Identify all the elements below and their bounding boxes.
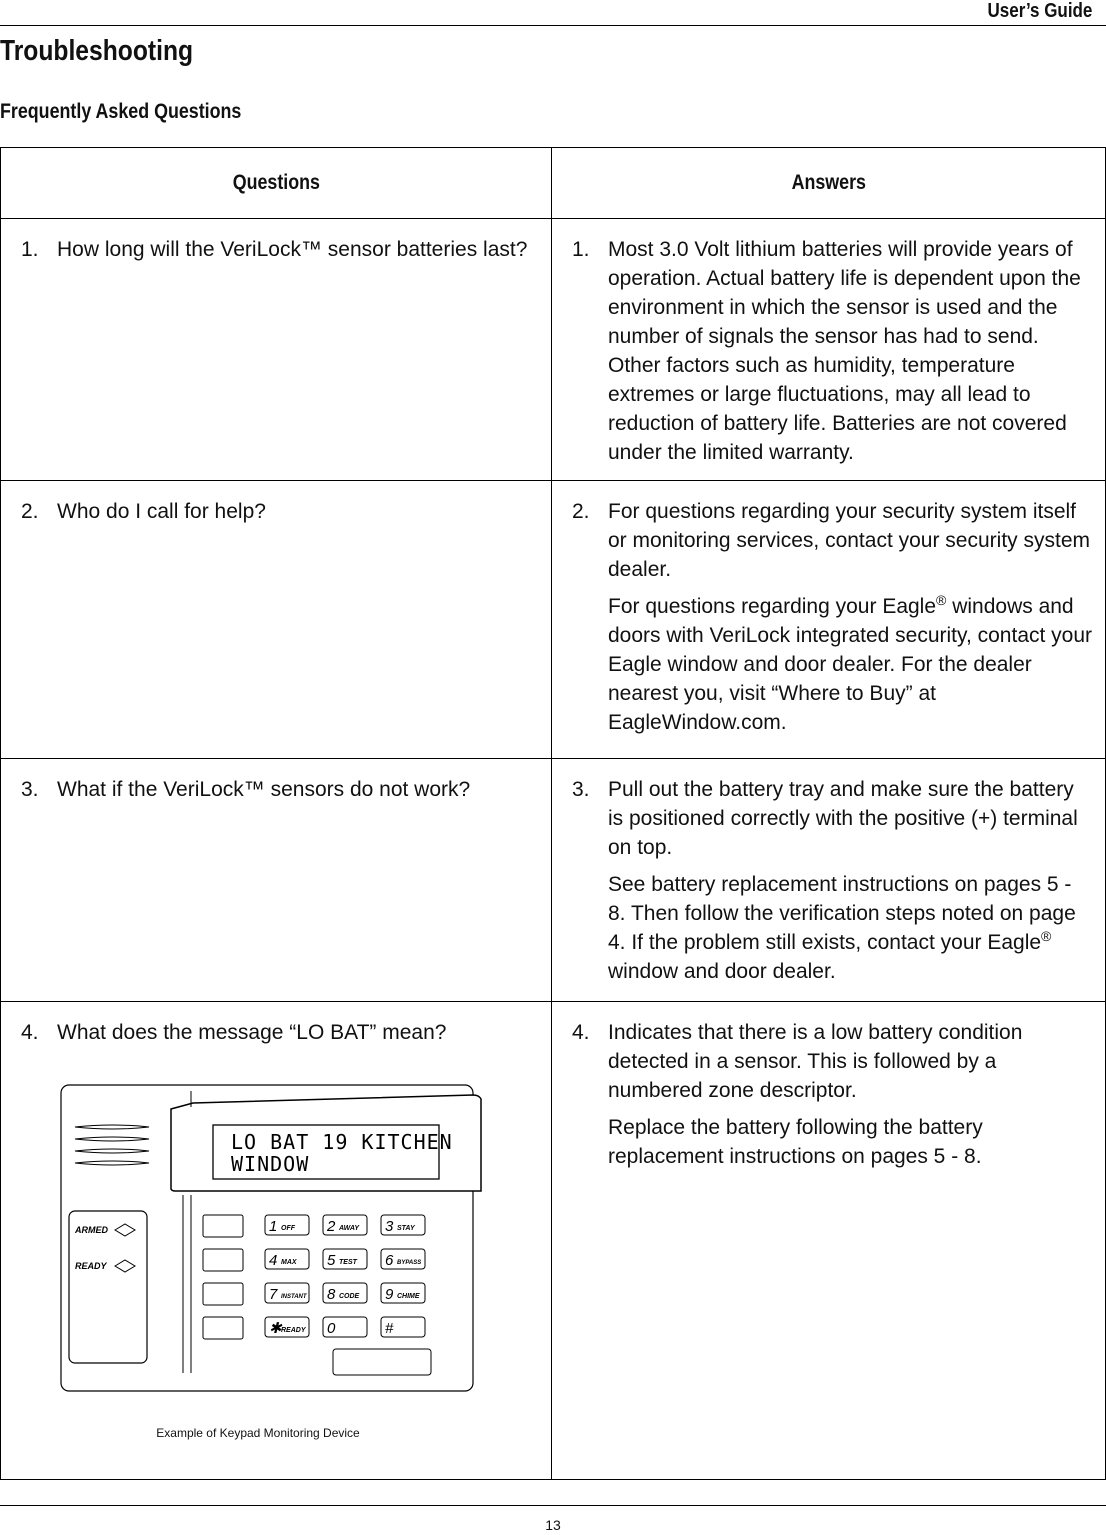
key-label: AWAY bbox=[339, 1225, 360, 1232]
key-digit: ✱ bbox=[269, 1320, 282, 1337]
table-row bbox=[1, 1002, 1106, 1480]
keypad-key-10[interactable] bbox=[265, 1317, 309, 1337]
answer-cell bbox=[552, 235, 1105, 467]
key-digit: 2 bbox=[327, 1218, 336, 1235]
question-number: 3. bbox=[21, 778, 39, 801]
keypad-key-1[interactable] bbox=[265, 1215, 309, 1235]
answer-text-2: See battery replacement instructions on pages 5 - 8. Then follow the verification steps noted on page 4. If the problem still exists, contact your Eagle® window and door dealer. bbox=[608, 873, 1076, 983]
keypad-key-3[interactable] bbox=[381, 1215, 425, 1235]
keypad-key-4[interactable] bbox=[265, 1249, 309, 1269]
header-rule bbox=[0, 25, 1106, 26]
question-text: How long will the VeriLock™ sensor batteries last? bbox=[57, 238, 528, 261]
key-digit: 7 bbox=[269, 1286, 278, 1303]
page-title: Troubleshooting bbox=[0, 35, 194, 67]
key-label: BYPASS bbox=[397, 1260, 422, 1266]
question-cell bbox=[1, 775, 551, 804]
guide-title: User’s Guide bbox=[987, 0, 1092, 22]
key-label: INSTANT bbox=[281, 1294, 307, 1300]
ready-label: READY bbox=[75, 1261, 107, 1271]
key-digit: 4 bbox=[269, 1252, 278, 1269]
keypad-key-2[interactable] bbox=[323, 1215, 367, 1235]
answer-number: 4. bbox=[572, 1021, 590, 1044]
table-row bbox=[1, 219, 1106, 481]
function-key-c[interactable] bbox=[203, 1283, 243, 1305]
faq-header-row bbox=[1, 148, 1106, 219]
function-key-d[interactable] bbox=[203, 1317, 243, 1339]
keypad-key-5[interactable] bbox=[323, 1249, 367, 1269]
key-digit: 9 bbox=[385, 1286, 394, 1303]
key-digit: 6 bbox=[385, 1252, 394, 1269]
answer-number: 1. bbox=[572, 238, 590, 261]
section-title: Frequently Asked Questions bbox=[0, 100, 242, 123]
answer-text: Indicates that there is a low battery condition detected in a sensor. This is followed by a numbered zone descriptor. bbox=[608, 1021, 1023, 1102]
keypad-key-7[interactable] bbox=[265, 1283, 309, 1303]
answer-text-2: For questions regarding your Eagle® windows and doors with VeriLock integrated security, contact your Eagle window and door dealer. For the dealer nearest you, visit “Where to Buy” at EagleWindow.com. bbox=[608, 592, 1093, 734]
keypad-key-8[interactable] bbox=[323, 1283, 367, 1303]
question-cell bbox=[1, 1018, 551, 1473]
keypad-key-11[interactable] bbox=[323, 1317, 367, 1337]
answer-text: For questions regarding your security system itself or monitoring services, contact your security system dealer. bbox=[608, 500, 1090, 581]
footer-rule bbox=[0, 1505, 1106, 1506]
key-label: TEST bbox=[339, 1259, 357, 1266]
armed-label: ARMED bbox=[75, 1225, 108, 1235]
answer-cell bbox=[552, 1018, 1105, 1171]
key-digit: # bbox=[385, 1320, 394, 1337]
answer-text: Pull out the battery tray and make sure the battery is positioned correctly with the positive (+) terminal on top. bbox=[608, 778, 1078, 859]
key-label: STAY bbox=[397, 1225, 415, 1232]
answer-text-2: Replace the battery following the battery replacement instructions on pages 5 - 8. bbox=[608, 1116, 983, 1168]
answer-text: Most 3.0 Volt lithium batteries will provide years of operation. Actual battery life is dependent upon the environment in which the sensor is used and the number of signals the sensor has had to send. Other factors such as humidity, temperature extremes or large fluctuations, may all lead to reduction of battery life. Batteries are not covered under the limited warranty. bbox=[608, 238, 1081, 464]
key-label: READY bbox=[281, 1327, 306, 1334]
table-row bbox=[1, 481, 1106, 759]
question-text: What does the message “LO BAT” mean? bbox=[57, 1021, 447, 1044]
question-number: 1. bbox=[21, 238, 39, 261]
page-number: 13 bbox=[545, 1517, 561, 1533]
question-number: 4. bbox=[21, 1021, 39, 1044]
lcd-line-2: WINDOW bbox=[231, 1152, 310, 1176]
answers-header: Answers bbox=[552, 148, 1106, 219]
key-label: CODE bbox=[339, 1293, 360, 1300]
bottom-panel bbox=[333, 1349, 431, 1375]
table-row bbox=[1, 759, 1106, 1002]
question-text: What if the VeriLock™ sensors do not work? bbox=[57, 778, 471, 801]
keypad-illustration bbox=[53, 1073, 513, 1473]
lcd-line-1: LO BAT 19 KITCHEN bbox=[231, 1130, 453, 1154]
key-label: OFF bbox=[281, 1225, 295, 1232]
key-digit: 0 bbox=[327, 1320, 336, 1337]
answer-number: 2. bbox=[572, 500, 590, 523]
function-key-b[interactable] bbox=[203, 1249, 243, 1271]
function-key-a[interactable] bbox=[203, 1215, 243, 1237]
key-digit: 8 bbox=[327, 1286, 336, 1303]
keypad-device bbox=[53, 1073, 513, 1413]
question-number: 2. bbox=[21, 500, 39, 523]
questions-header: Questions bbox=[1, 148, 552, 219]
key-label: MAX bbox=[281, 1259, 297, 1266]
question-text: Who do I call for help? bbox=[57, 500, 266, 523]
answer-cell bbox=[552, 775, 1105, 986]
keypad-key-6[interactable] bbox=[381, 1249, 425, 1269]
faq-table bbox=[0, 147, 1106, 1480]
registered-mark: ® bbox=[1041, 928, 1052, 944]
figure-caption: Example of Keypad Monitoring Device bbox=[156, 1426, 360, 1440]
keypad-key-9[interactable] bbox=[381, 1283, 425, 1303]
answer-cell bbox=[552, 497, 1105, 737]
key-label: CHIME bbox=[397, 1293, 420, 1300]
registered-mark: ® bbox=[936, 592, 947, 608]
key-digit: 1 bbox=[269, 1218, 278, 1235]
question-cell bbox=[1, 497, 551, 526]
key-digit: 3 bbox=[385, 1218, 394, 1235]
answer-number: 3. bbox=[572, 778, 590, 801]
question-cell bbox=[1, 235, 551, 264]
keypad-key-12[interactable] bbox=[381, 1317, 425, 1337]
key-digit: 5 bbox=[327, 1252, 336, 1269]
